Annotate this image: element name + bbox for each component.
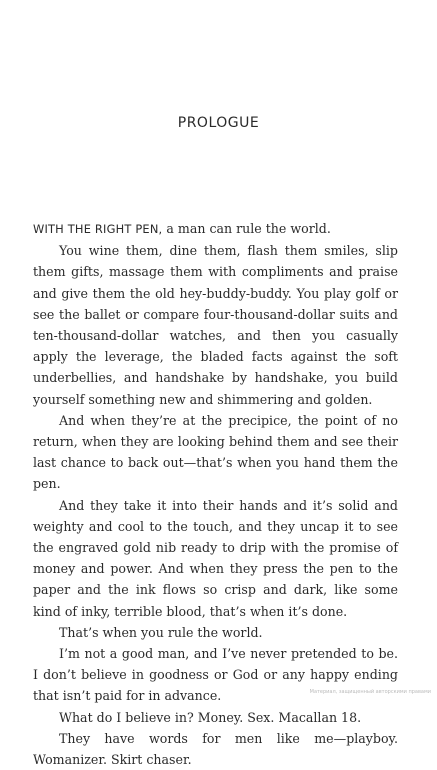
paragraph: They have words for men like me—playboy. Womanizer. Skirt chaser. [33,730,398,768]
body-text [33,218,398,770]
copyright-watermark: Материал, защищенный авторскими правами [309,689,431,695]
first-paragraph-rest: a man can rule the world. [162,221,331,236]
chapter-title: PROLOGUE [177,115,260,131]
paragraph: I’m not a good man, and I’ve never pretended to be. I don’t believe in goodness or God or any happy ending that isn’t paid for in advance. [33,646,398,704]
paragraph: And they take it into their hands and it’s solid and weighty and cool to the touch, and they uncap it to see the engraved gold nib ready to drip with the promise of money and power. And when they press the pen to the paper and the ink flows so crisp and dark, like some kind of inky, terrible blood, that’s when it’s done. [33,497,398,619]
paragraph: That’s when you rule the world. [59,624,263,640]
paragraph: And when they’re at the precipice, the point of no return, when they are looking behind them and see their last chance to back out—that’s when you hand them the pen. [33,412,398,492]
first-paragraph [33,218,398,240]
paragraph: What do I believe in? Money. Sex. Macallan 18. [59,709,362,725]
paragraph: You wine them, dine them, flash them smiles, slip them gifts, massage them with compliments and praise and give them the old hey-buddy-buddy. You play golf or see the ballet or compare four-thousand-dollar suits and ten-thousand-dollar watches, and then you casually apply the leverage, the bladed facts against the soft underbellies, and handshake by handshake, you build yourself something new and shimmering and golden. [33,243,398,407]
lead-in-text: WITH THE RIGHT PEN, [33,222,163,236]
